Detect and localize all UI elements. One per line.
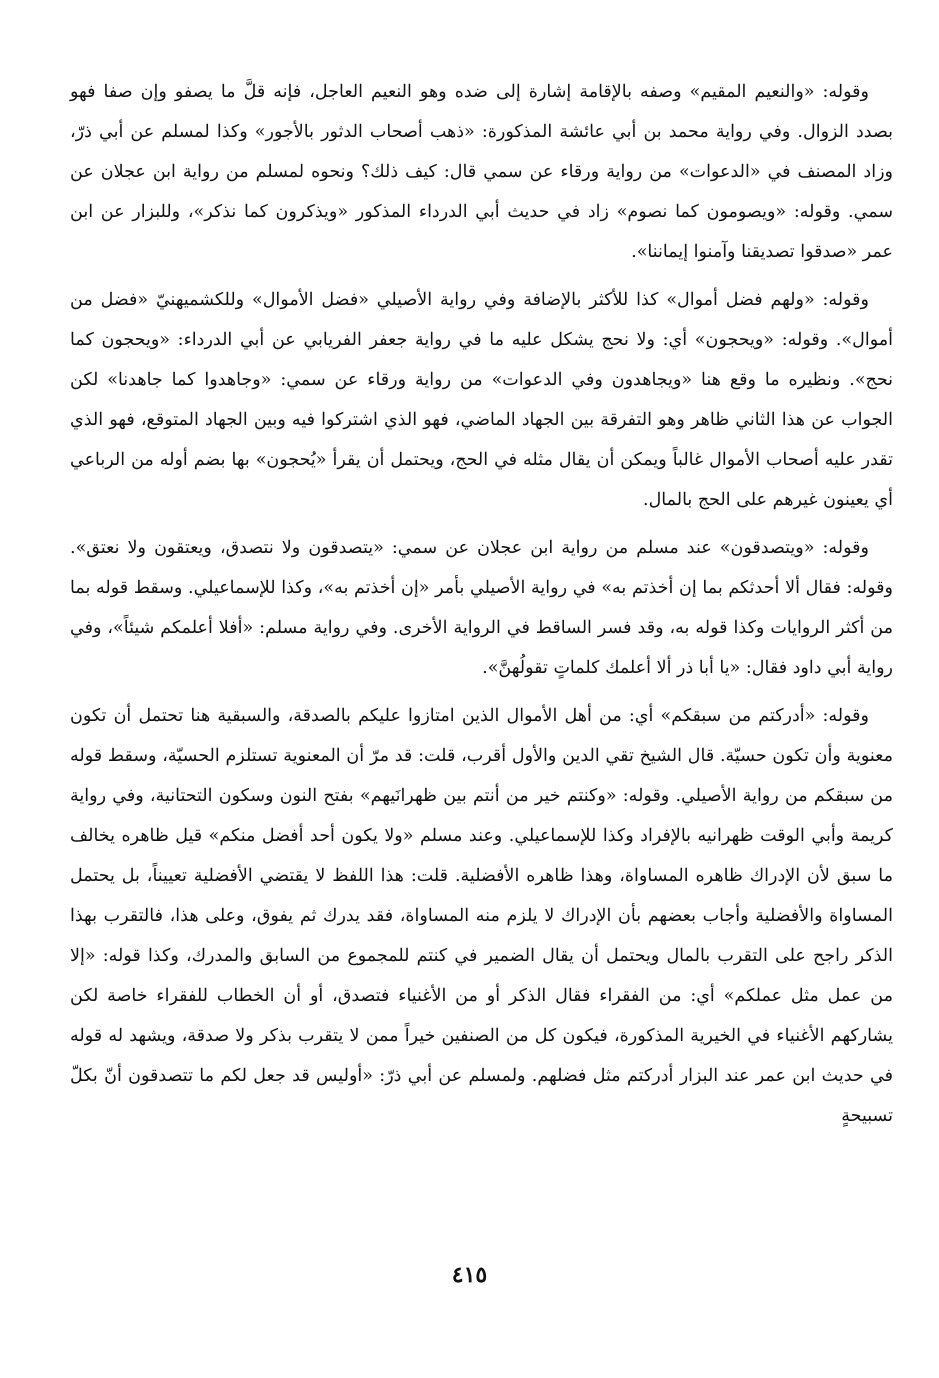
- paragraph-1: وقوله: «والنعيم المقيم» وصفه بالإقامة إشارة إلى ضده وهو النعيم العاجل، فإنه قلَّ ما يصفو وإن صفا فهو بصدد الزوال. وفي رواية محمد بن أبي عائشة المذكورة: «ذهب أصحاب الدثور بالأجور» وكذا لمسلم عن أبي ذرّ، وزاد المصنف في «الدعوات» من رواية ورقاء عن سمي قال: كيف ذلك؟ ونحوه لمسلم من رواية ابن عجلان عن سمي. وقوله: «ويصومون كما نصوم» زاد في حديث أبي الدرداء المذكور «ويذكرون كما نذكر»، وللبزار عن ابن عمر «صدقوا تصديقنا وآمنوا إيماننا».: [70, 82, 893, 262]
- paragraph-4: وقوله: «أدركتم من سبقكم» أي: من أهل الأموال الذين امتازوا عليكم بالصدقة، والسبقية هنا تحتمل أن تكون معنوية وأن تكون حسيّة. قال الشيخ تقي الدين والأول أقرب، قلت: قد مرّ أن المعنوية تستلزم الحسيّة، وسقط قوله من سبقكم من رواية الأصيلي. وقوله: «وكنتم خير من أنتم بين ظهرانَيهم» بفتح النون وسكون التحتانية، وفي رواية كريمة وأبي الوقت ظهرانيه بالإفراد وكذا للإسماعيلي. وعند مسلم «ولا يكون أحد أفضل منكم» قيل ظاهره يخالف ما سبق لأن الإدراك ظاهره المساواة، وهذا ظاهره الأفضلية. قلت: هذا اللفظ لا يقتضي الأفضلية تعييناً، بل يحتمل المساواة والأفضلية وأجاب بعضهم بأن الإدراك لا يلزم منه المساواة، فقد يدرك ثم يفوق، وعلى هذا، فالتقرب بهذا الذكر راجح على التقرب بالمال ويحتمل أن يقال الضمير في كنتم للمجموع من السابق والمدرك، وكذا قوله: «إلا من عمل مثل عملكم» أي: من الفقراء فقال الذكر أو من الأغنياء فتصدق، أو أن الخطاب للفقراء خاصة لكن يشاركهم الأغنياء في الخيرية المذكورة، فيكون كل من الصنفين خيراً ممن لا يتقرب بذكر ولا صدقة، ويشهد له قوله في حديث ابن عمر عند البزار أدركتم مثل فضلهم. ولمسلم عن أبي ذرّ: «أوليس قد جعل لكم ما تتصدقون أنّ بكلّ تسبيحةٍ: [70, 706, 893, 1126]
- page-body: [70, 72, 893, 1144]
- page-number: ٤١٥: [451, 1262, 488, 1288]
- paragraph-3: وقوله: «ويتصدقون» عند مسلم من رواية ابن عجلان عن سمي: «يتصدقون ولا نتصدق، ويعتقون ولا نعتق». وقوله: فقال ألا أحدثكم بما إن أخذتم به» في رواية الأصيلي بأمر «إن أخذتم به»، وكذا للإسماعيلي. وسقط قوله بما من أكثر الروايات وكذا قوله به، وقد فسر الساقط في الرواية الأخرى. وفي رواية مسلم: «أفلا أعلمكم شيئاً»، وفي رواية أبي داود فقال: «يا أبا ذر ألا أعلمك كلماتٍ تقولُهنَّ».: [70, 538, 893, 678]
- paragraph-2: وقوله: «ولهم فضل أموال» كذا للأكثر بالإضافة وفي رواية الأصيلي «فضل الأموال» وللكشميهنيّ «فضل من أموال». وقوله: «ويحجون» أي: ولا نحج يشكل عليه ما في رواية جعفر الفريابي عن أبي الدرداء: «ويحجون كما نحج». ونظيره ما وقع هنا «ويجاهدون وفي الدعوات» من رواية ورقاء عن سمي: «وجاهدوا كما جاهدنا» لكن الجواب عن هذا الثاني ظاهر وهو التفرقة بين الجهاد الماضي، فهو الذي اشتركوا فيه وبين الجهاد المتوقع، فهو الذي تقدر عليه أصحاب الأموال غالباً ويمكن أن يقال مثله في الحج، ويحتمل أن يقرأ «يُحجون» بها بضم أوله من الرباعي أي يعينون غيرهم على الحج بالمال.: [70, 290, 893, 510]
